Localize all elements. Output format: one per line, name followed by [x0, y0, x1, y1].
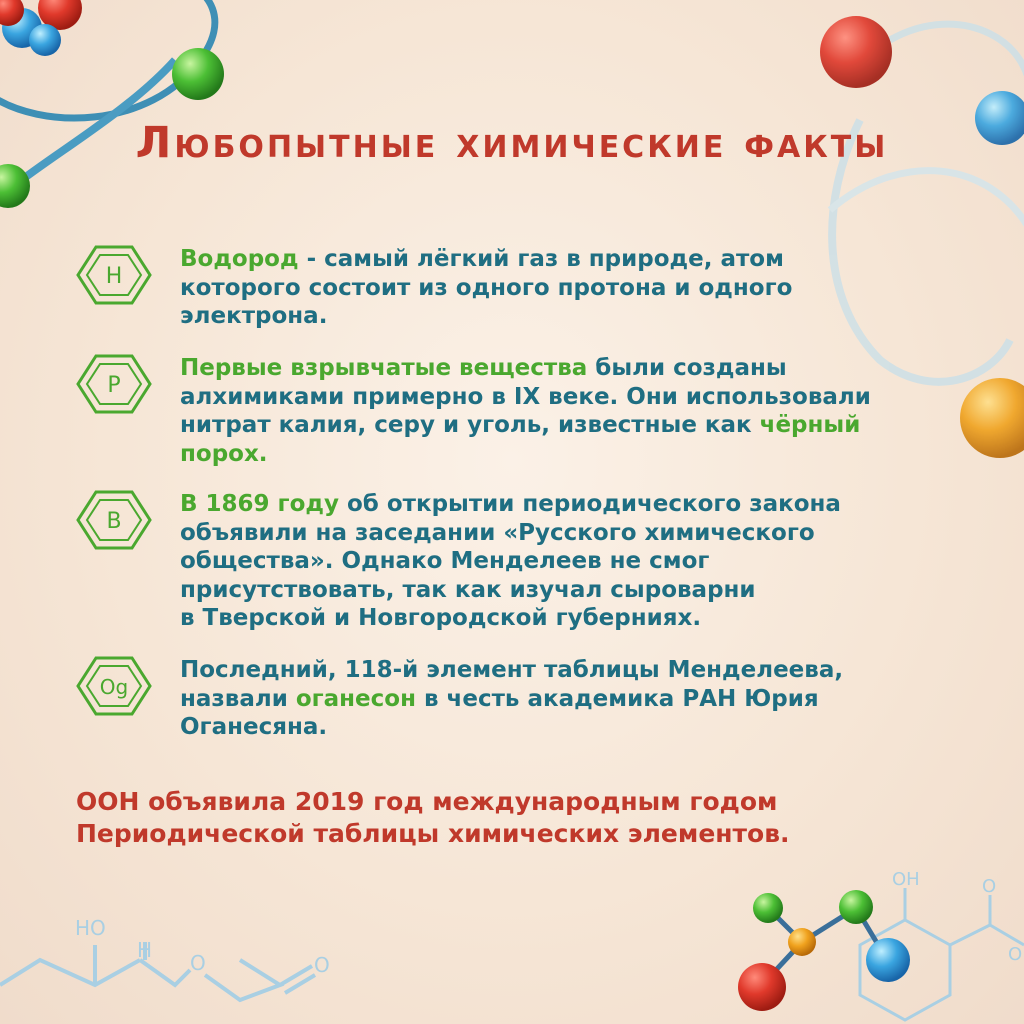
- formula-label: H: [137, 938, 153, 962]
- fact-text-line: - самый лёгкий газ в природе, атом: [306, 246, 784, 272]
- element-symbol: P: [107, 373, 121, 398]
- fact-text-line: присутствовать, так как изучал сыроварни: [180, 576, 756, 603]
- fact-text-line: нитрат калия, серу и уголь, известные как: [180, 412, 760, 438]
- atom-orbit-icon: [0, 0, 224, 208]
- fact-text-line: назвали: [180, 685, 296, 712]
- hexagon-icon: [74, 352, 156, 416]
- hexagon-icon: [74, 243, 156, 307]
- fact-text-line: электрона.: [180, 303, 328, 329]
- footer-note: [76, 786, 956, 850]
- molecule-icon: [0, 942, 315, 1000]
- fact-text-line: об открытии периодического закона: [338, 491, 841, 517]
- fact-highlight: порох.: [180, 440, 268, 467]
- fact-text-line: которого состоит из одного протона и одного: [180, 274, 793, 301]
- fact-text-line: Оганесяна.: [180, 714, 328, 740]
- element-symbol: B: [106, 509, 122, 534]
- formula-label: O: [314, 953, 330, 977]
- formula-label: O: [190, 951, 206, 975]
- fact-highlight: оганесон: [295, 685, 416, 712]
- formula-label: O: [1008, 944, 1023, 965]
- fact-highlight: В 1869 году: [180, 491, 339, 517]
- hexagon-icon: [74, 488, 156, 552]
- fact-highlight: чёрный: [759, 412, 861, 438]
- fact-highlight: Водород: [180, 246, 299, 272]
- molecule-icon: [738, 869, 1024, 1020]
- fact-text-line: общества». Однако Менделеев не смог: [180, 548, 710, 574]
- element-symbol: H: [105, 264, 123, 289]
- fact-text-line: объявили на заседании «Русского химического: [180, 519, 815, 546]
- fact-text-line: алхимиками примерно в IX веке. Они использовали: [180, 383, 871, 410]
- hexagon-icon: [74, 654, 156, 718]
- footer-line: ООН объявила 2019 год международным годом: [76, 787, 778, 816]
- formula-label: HO: [75, 916, 106, 940]
- formula-label: OH: [892, 869, 920, 890]
- element-symbol: Og: [99, 675, 129, 699]
- fact-text-line: в честь академика РАН Юрия: [415, 685, 819, 712]
- fact-text-line: были созданы: [587, 355, 787, 381]
- fact-text-line: Последний, 118-й элемент таблицы Менделеева,: [180, 657, 844, 683]
- fact-highlight: Первые взрывчатые вещества: [180, 355, 588, 381]
- formula-label: O: [982, 876, 997, 897]
- fact-text-line: в Тверской и Новгородской губерниях.: [180, 605, 702, 631]
- footer-line: Периодической таблицы химических элементов.: [76, 819, 790, 848]
- page-title: Любопытные химические факты: [135, 118, 889, 168]
